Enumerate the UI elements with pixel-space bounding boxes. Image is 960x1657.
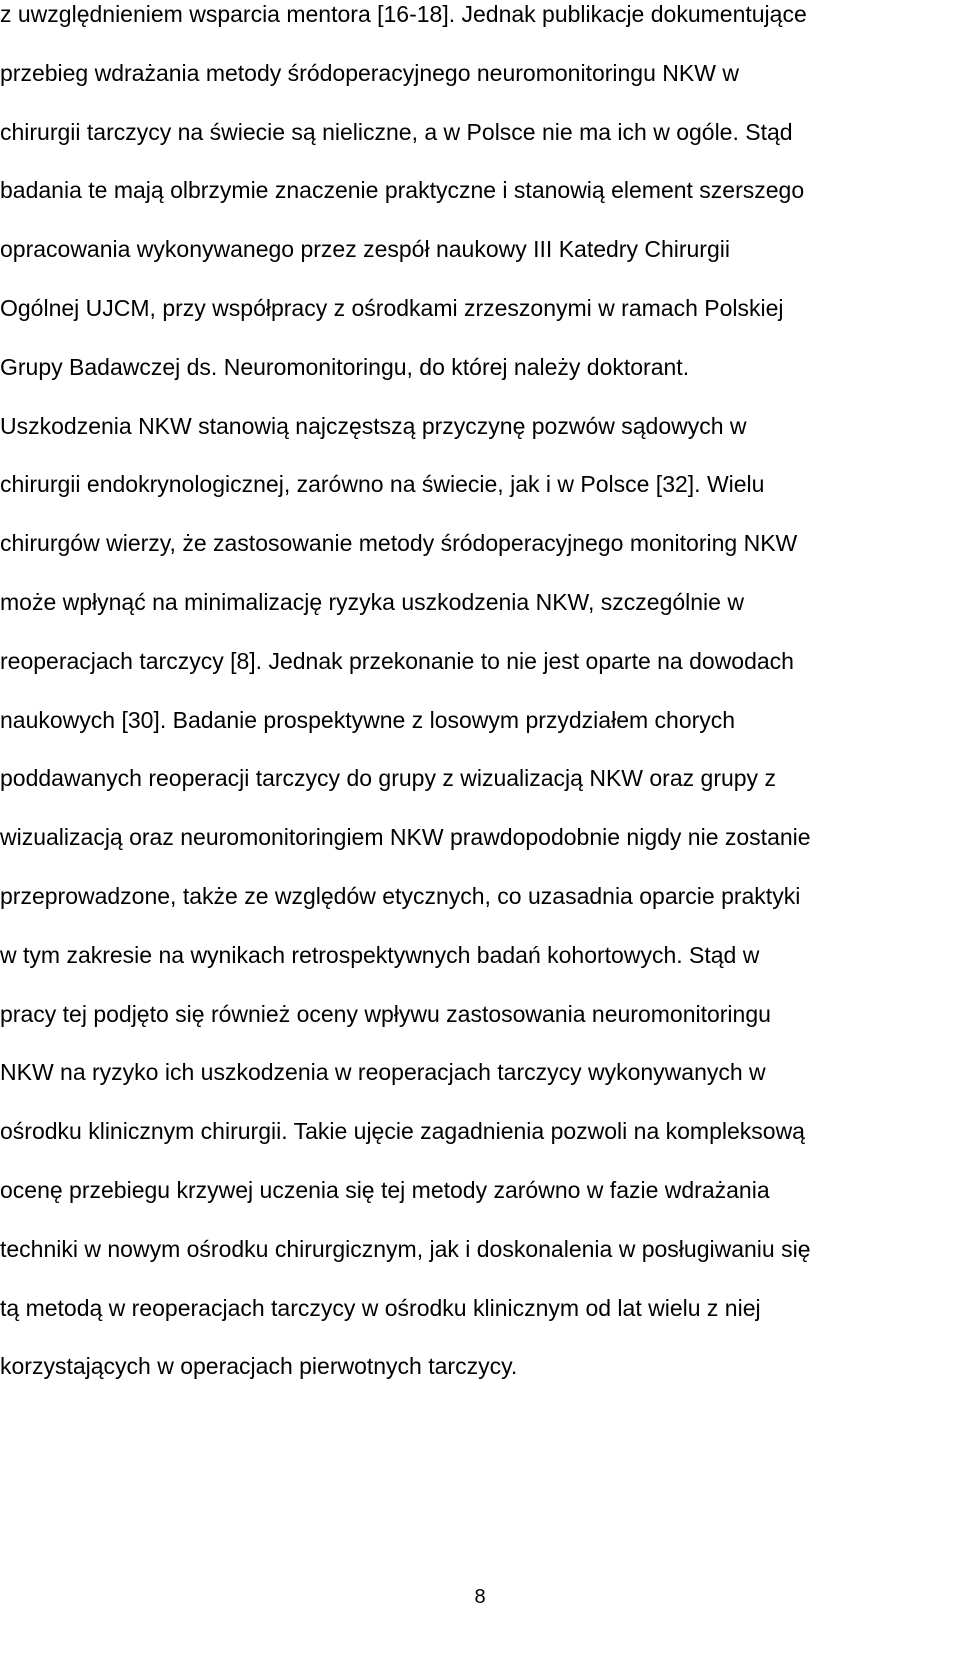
text-line: chirurgii tarczycy na świecie są nieliczne, a w Polsce nie ma ich w ogóle. Stąd [0, 118, 793, 145]
text-line: ocenę przebiegu krzywej uczenia się tej metody zarówno w fazie wdrażania [0, 1176, 770, 1203]
text-line: techniki w nowym ośrodku chirurgicznym, jak i doskonalenia w posługiwaniu się [0, 1235, 811, 1262]
text-line: przebieg wdrażania metody śródoperacyjnego neuromonitoringu NKW w [0, 59, 739, 86]
text-line: może wpłynąć na minimalizację ryzyka uszkodzenia NKW, szczególnie w [0, 588, 744, 615]
text-line: chirurgii endokrynologicznej, zarówno na świecie, jak i w Polsce [32]. Wielu [0, 471, 765, 498]
text-line: korzystających w operacjach pierwotnych tarczycy. [0, 1353, 518, 1380]
text-line: reoperacjach tarczycy [8]. Jednak przekonanie to nie jest oparte na dowodach [0, 647, 794, 674]
text-line: z uwzględnieniem wsparcia mentora [16-18]. Jednak publikacje dokumentujące [0, 1, 807, 27]
text-line: chirurgów wierzy, że zastosowanie metody śródoperacyjnego monitoring NKW [0, 530, 798, 557]
text-line: przeprowadzone, także ze względów etycznych, co uzasadnia oparcie praktyki [0, 882, 801, 909]
text-line: badania te mają olbrzymie znaczenie praktyczne i stanowią element szerszego [0, 177, 805, 204]
text-line: naukowych [30]. Badanie prospektywne z losowym przydziałem chorych [0, 706, 736, 733]
text-line: tą metodą w reoperacjach tarczycy w ośrodku klinicznym od lat wielu z niej [0, 1294, 761, 1321]
text-line: poddawanych reoperacji tarczycy do grupy z wizualizacją NKW oraz grupy z [0, 765, 776, 792]
page-number: 8 [474, 1586, 486, 1608]
text-line: ośrodku klinicznym chirurgii. Takie ujęcie zagadnienia pozwoli na kompleksową [0, 1118, 805, 1145]
text-line: Ogólnej UJCM, przy współpracy z ośrodkami zrzeszonymi w ramach Polskiej [0, 294, 784, 321]
text-line: opracowania wykonywanego przez zespół naukowy III Katedry Chirurgii [0, 236, 730, 263]
text-line: pracy tej podjęto się również oceny wpływu zastosowania neuromonitoringu [0, 1000, 771, 1027]
text-line: Uszkodzenia NKW stanowią najczęstszą przyczynę pozwów sądowych w [0, 412, 747, 439]
text-line: w tym zakresie na wynikach retrospektywnych badań kohortowych. Stąd w [0, 941, 760, 968]
text-line: NKW na ryzyko ich uszkodzenia w reoperacjach tarczycy wykonywanych w [0, 1059, 766, 1086]
text-line: Grupy Badawczej ds. Neuromonitoringu, do której należy doktorant. [0, 353, 690, 380]
text-line: wizualizacją oraz neuromonitoringiem NKW prawdopodobnie nigdy nie zostanie [0, 824, 811, 851]
